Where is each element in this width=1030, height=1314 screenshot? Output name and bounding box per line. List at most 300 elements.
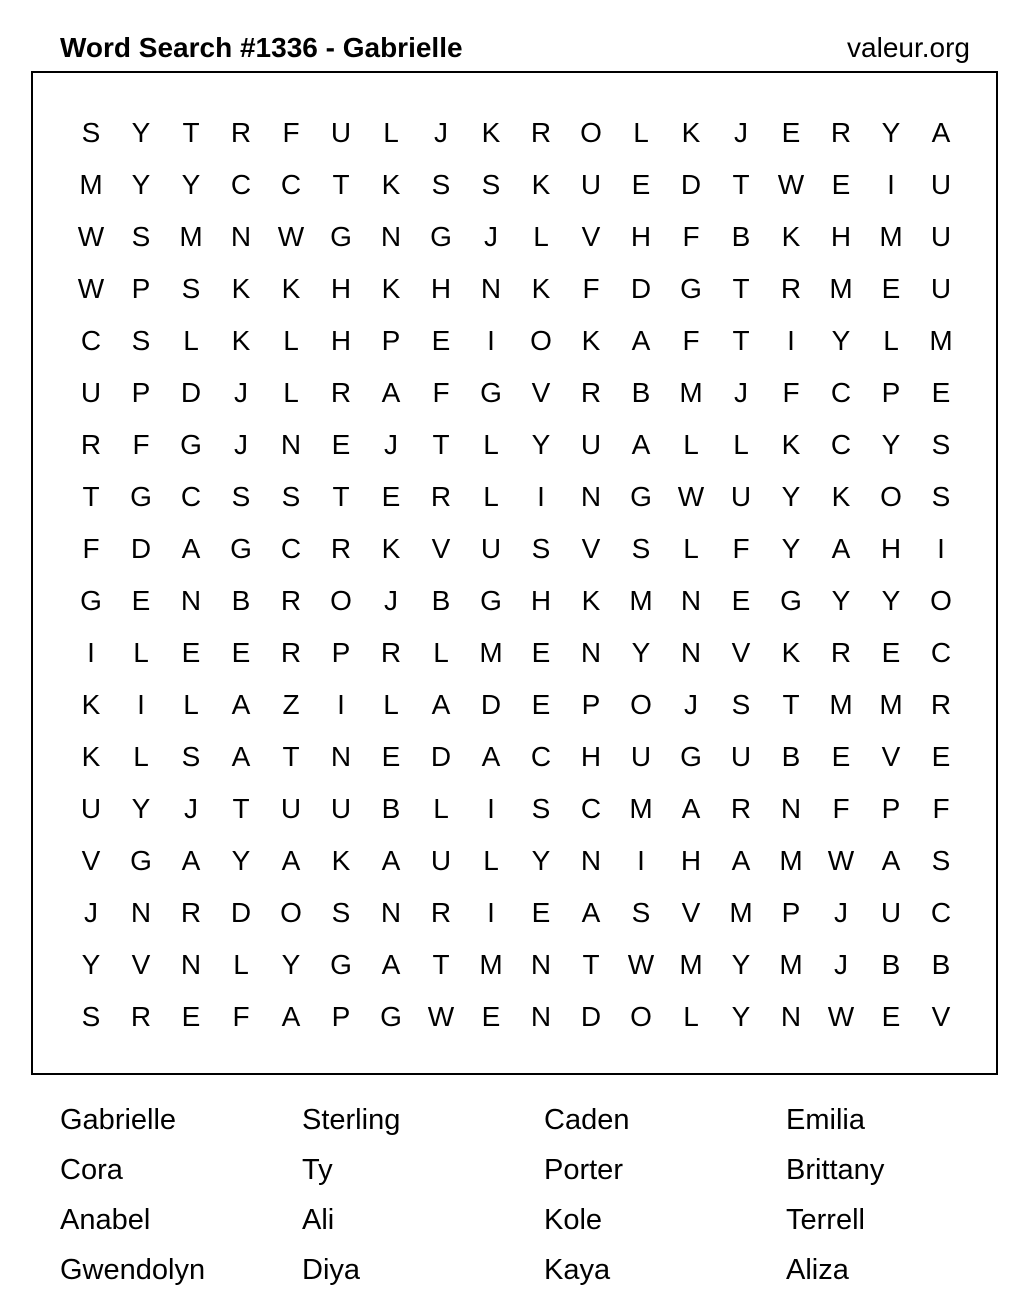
grid-cell[interactable]: K (831, 481, 851, 512)
grid-cell[interactable]: E (931, 741, 951, 772)
grid-cell[interactable]: Y (881, 117, 901, 148)
grid-cell[interactable]: U (930, 273, 952, 304)
grid-cell[interactable]: U (280, 793, 302, 824)
grid-cell[interactable]: N (780, 1001, 802, 1032)
grid-cell[interactable]: V (881, 741, 901, 772)
grid-cell[interactable]: Y (831, 585, 851, 616)
grid-cell[interactable]: P (781, 897, 801, 928)
grid-cell[interactable]: K (81, 741, 101, 772)
grid-cell[interactable]: T (732, 169, 750, 200)
grid-cell[interactable]: C (180, 481, 202, 512)
grid-cell[interactable]: B (381, 793, 401, 824)
grid-cell[interactable]: J (734, 117, 748, 148)
grid-cell[interactable]: F (682, 325, 700, 356)
grid-cell[interactable]: J (384, 429, 398, 460)
grid-cell[interactable]: L (233, 949, 249, 980)
grid-cell[interactable]: L (433, 637, 449, 668)
grid-cell[interactable]: G (180, 429, 202, 460)
grid-cell[interactable]: W (77, 221, 105, 252)
grid-cell[interactable]: R (930, 689, 952, 720)
grid-cell[interactable]: M (779, 949, 803, 980)
grid-cell[interactable]: E (781, 117, 801, 148)
grid-cell[interactable]: S (531, 793, 551, 824)
grid-cell[interactable]: A (381, 949, 401, 980)
grid-cell[interactable]: J (734, 377, 748, 408)
grid-cell[interactable]: R (130, 1001, 152, 1032)
grid-cell[interactable]: H (680, 845, 702, 876)
grid-cell[interactable]: P (131, 377, 151, 408)
grid-cell[interactable]: I (637, 845, 645, 876)
grid-cell[interactable]: U (580, 429, 602, 460)
grid-cell[interactable]: P (381, 325, 401, 356)
grid-cell[interactable]: N (480, 273, 502, 304)
grid-cell[interactable]: T (732, 273, 750, 304)
grid-cell[interactable]: M (679, 377, 703, 408)
grid-cell[interactable]: G (80, 585, 102, 616)
grid-cell[interactable]: N (780, 793, 802, 824)
grid-cell[interactable]: U (730, 741, 752, 772)
grid-cell[interactable]: J (684, 689, 698, 720)
grid-cell[interactable]: F (932, 793, 950, 824)
grid-cell[interactable]: G (130, 481, 152, 512)
grid-cell[interactable]: R (280, 637, 302, 668)
grid-cell[interactable]: A (181, 533, 201, 564)
grid-cell[interactable]: M (629, 585, 653, 616)
grid-cell[interactable]: P (881, 793, 901, 824)
grid-cell[interactable]: J (834, 949, 848, 980)
grid-cell[interactable]: L (433, 793, 449, 824)
grid-cell[interactable]: G (130, 845, 152, 876)
grid-cell[interactable]: A (231, 689, 251, 720)
grid-cell[interactable]: T (432, 949, 450, 980)
grid-cell[interactable]: V (731, 637, 751, 668)
grid-cell[interactable]: K (581, 325, 601, 356)
grid-cell[interactable]: S (231, 481, 251, 512)
grid-cell[interactable]: U (330, 793, 352, 824)
grid-cell[interactable]: N (230, 221, 252, 252)
grid-cell[interactable]: A (181, 845, 201, 876)
grid-cell[interactable]: O (630, 689, 652, 720)
grid-cell[interactable]: R (330, 533, 352, 564)
grid-cell[interactable]: I (537, 481, 545, 512)
grid-cell[interactable]: L (483, 429, 499, 460)
grid-cell[interactable]: S (181, 273, 201, 304)
grid-cell[interactable]: G (330, 949, 352, 980)
grid-cell[interactable]: J (234, 377, 248, 408)
grid-cell[interactable]: E (731, 585, 751, 616)
grid-cell[interactable]: Y (281, 949, 301, 980)
grid-cell[interactable]: C (830, 377, 852, 408)
grid-cell[interactable]: R (830, 117, 852, 148)
grid-cell[interactable]: A (281, 1001, 301, 1032)
grid-cell[interactable]: P (331, 1001, 351, 1032)
grid-cell[interactable]: Y (881, 429, 901, 460)
grid-cell[interactable]: L (283, 377, 299, 408)
grid-cell[interactable]: E (931, 377, 951, 408)
grid-cell[interactable]: V (131, 949, 151, 980)
grid-cell[interactable]: U (580, 169, 602, 200)
grid-cell[interactable]: S (631, 533, 651, 564)
grid-cell[interactable]: K (231, 325, 251, 356)
grid-cell[interactable]: K (81, 689, 101, 720)
grid-cell[interactable]: Y (781, 533, 801, 564)
grid-cell[interactable]: S (181, 741, 201, 772)
grid-cell[interactable]: I (487, 897, 495, 928)
grid-cell[interactable]: H (830, 221, 852, 252)
grid-cell[interactable]: L (483, 845, 499, 876)
grid-cell[interactable]: O (630, 1001, 652, 1032)
grid-cell[interactable]: R (430, 897, 452, 928)
grid-cell[interactable]: V (681, 897, 701, 928)
grid-cell[interactable]: G (780, 585, 802, 616)
grid-cell[interactable]: G (330, 221, 352, 252)
grid-cell[interactable]: L (683, 429, 699, 460)
grid-cell[interactable]: U (880, 897, 902, 928)
grid-cell[interactable]: A (481, 741, 501, 772)
grid-cell[interactable]: R (80, 429, 102, 460)
grid-cell[interactable]: S (131, 325, 151, 356)
grid-cell[interactable]: J (84, 897, 98, 928)
grid-cell[interactable]: N (680, 585, 702, 616)
grid-cell[interactable]: Y (731, 1001, 751, 1032)
grid-cell[interactable]: H (330, 325, 352, 356)
grid-cell[interactable]: K (531, 273, 551, 304)
grid-cell[interactable]: H (430, 273, 452, 304)
grid-cell[interactable]: S (431, 169, 451, 200)
grid-cell[interactable]: R (530, 117, 552, 148)
grid-cell[interactable]: M (479, 949, 503, 980)
grid-cell[interactable]: A (631, 325, 651, 356)
grid-cell[interactable]: F (132, 429, 150, 460)
grid-cell[interactable]: S (731, 689, 751, 720)
grid-cell[interactable]: L (683, 533, 699, 564)
grid-cell[interactable]: N (180, 585, 202, 616)
grid-cell[interactable]: G (630, 481, 652, 512)
grid-cell[interactable]: A (281, 845, 301, 876)
grid-cell[interactable]: J (484, 221, 498, 252)
grid-cell[interactable]: Y (731, 949, 751, 980)
grid-cell[interactable]: J (184, 793, 198, 824)
grid-cell[interactable]: W (677, 481, 705, 512)
grid-cell[interactable]: M (679, 949, 703, 980)
grid-cell[interactable]: L (883, 325, 899, 356)
grid-cell[interactable]: P (331, 637, 351, 668)
grid-cell[interactable]: E (881, 273, 901, 304)
grid-cell[interactable]: K (781, 221, 801, 252)
grid-cell[interactable]: D (430, 741, 452, 772)
grid-cell[interactable]: F (682, 221, 700, 252)
grid-cell[interactable]: V (581, 221, 601, 252)
grid-cell[interactable]: L (183, 325, 199, 356)
grid-cell[interactable]: S (81, 1001, 101, 1032)
grid-cell[interactable]: T (782, 689, 800, 720)
grid-cell[interactable]: U (80, 377, 102, 408)
grid-cell[interactable]: D (580, 1001, 602, 1032)
grid-cell[interactable]: A (631, 429, 651, 460)
grid-cell[interactable]: I (487, 325, 495, 356)
grid-cell[interactable]: J (434, 117, 448, 148)
grid-cell[interactable]: W (77, 273, 105, 304)
grid-cell[interactable]: Y (181, 169, 201, 200)
grid-cell[interactable]: Y (131, 117, 151, 148)
grid-cell[interactable]: E (631, 169, 651, 200)
grid-cell[interactable]: L (683, 1001, 699, 1032)
grid-cell[interactable]: T (732, 325, 750, 356)
grid-cell[interactable]: T (82, 481, 100, 512)
grid-cell[interactable]: T (282, 741, 300, 772)
grid-cell[interactable]: B (881, 949, 901, 980)
grid-cell[interactable]: N (130, 897, 152, 928)
grid-cell[interactable]: M (829, 273, 853, 304)
grid-cell[interactable]: F (732, 533, 750, 564)
grid-cell[interactable]: H (880, 533, 902, 564)
grid-cell[interactable]: W (627, 949, 655, 980)
grid-cell[interactable]: G (430, 221, 452, 252)
grid-cell[interactable]: C (830, 429, 852, 460)
grid-cell[interactable]: U (330, 117, 352, 148)
grid-cell[interactable]: A (381, 377, 401, 408)
grid-cell[interactable]: A (431, 689, 451, 720)
grid-cell[interactable]: K (231, 273, 251, 304)
grid-cell[interactable]: L (733, 429, 749, 460)
grid-cell[interactable]: P (881, 377, 901, 408)
grid-cell[interactable]: T (332, 481, 350, 512)
grid-cell[interactable]: K (281, 273, 301, 304)
grid-cell[interactable]: Y (231, 845, 251, 876)
grid-cell[interactable]: A (231, 741, 251, 772)
grid-cell[interactable]: Y (531, 845, 551, 876)
grid-cell[interactable]: E (481, 1001, 501, 1032)
grid-cell[interactable]: V (931, 1001, 951, 1032)
grid-cell[interactable]: C (580, 793, 602, 824)
grid-cell[interactable]: R (580, 377, 602, 408)
grid-cell[interactable]: F (432, 377, 450, 408)
grid-cell[interactable]: M (479, 637, 503, 668)
grid-cell[interactable]: S (481, 169, 501, 200)
grid-cell[interactable]: R (830, 637, 852, 668)
grid-cell[interactable]: F (782, 377, 800, 408)
grid-cell[interactable]: W (827, 1001, 855, 1032)
grid-cell[interactable]: U (430, 845, 452, 876)
grid-cell[interactable]: B (731, 221, 751, 252)
grid-cell[interactable]: V (581, 533, 601, 564)
grid-cell[interactable]: E (431, 325, 451, 356)
grid-cell[interactable]: W (427, 1001, 455, 1032)
grid-cell[interactable]: T (432, 429, 450, 460)
grid-cell[interactable]: Z (282, 689, 300, 720)
grid-cell[interactable]: H (330, 273, 352, 304)
grid-cell[interactable]: U (480, 533, 502, 564)
grid-cell[interactable]: V (531, 377, 551, 408)
grid-cell[interactable]: H (530, 585, 552, 616)
grid-cell[interactable]: G (230, 533, 252, 564)
grid-cell[interactable]: R (330, 377, 352, 408)
grid-cell[interactable]: G (680, 741, 702, 772)
grid-cell[interactable]: G (480, 585, 502, 616)
grid-cell[interactable]: C (230, 169, 252, 200)
grid-cell[interactable]: S (281, 481, 301, 512)
grid-cell[interactable]: A (931, 117, 951, 148)
grid-cell[interactable]: L (383, 689, 399, 720)
grid-cell[interactable]: B (781, 741, 801, 772)
grid-cell[interactable]: E (531, 637, 551, 668)
grid-cell[interactable]: E (881, 1001, 901, 1032)
grid-cell[interactable]: N (380, 221, 402, 252)
grid-cell[interactable]: O (280, 897, 302, 928)
grid-cell[interactable]: L (483, 481, 499, 512)
grid-cell[interactable]: B (431, 585, 451, 616)
grid-cell[interactable]: M (179, 221, 203, 252)
grid-cell[interactable]: R (230, 117, 252, 148)
grid-cell[interactable]: S (931, 481, 951, 512)
grid-cell[interactable]: K (381, 169, 401, 200)
grid-cell[interactable]: M (779, 845, 803, 876)
grid-cell[interactable]: C (80, 325, 102, 356)
grid-cell[interactable]: E (381, 741, 401, 772)
grid-cell[interactable]: K (781, 429, 801, 460)
grid-cell[interactable]: M (79, 169, 103, 200)
grid-cell[interactable]: I (337, 689, 345, 720)
grid-cell[interactable]: F (582, 273, 600, 304)
grid-cell[interactable]: C (280, 533, 302, 564)
grid-cell[interactable]: N (580, 481, 602, 512)
grid-cell[interactable]: N (580, 637, 602, 668)
grid-cell[interactable]: K (531, 169, 551, 200)
grid-cell[interactable]: T (332, 169, 350, 200)
grid-cell[interactable]: I (937, 533, 945, 564)
grid-cell[interactable]: N (530, 949, 552, 980)
grid-cell[interactable]: U (930, 221, 952, 252)
grid-cell[interactable]: Y (631, 637, 651, 668)
grid-cell[interactable]: T (182, 117, 200, 148)
grid-cell[interactable]: R (780, 273, 802, 304)
grid-cell[interactable]: Y (131, 793, 151, 824)
grid-cell[interactable]: P (131, 273, 151, 304)
grid-cell[interactable]: E (381, 481, 401, 512)
grid-cell[interactable]: A (681, 793, 701, 824)
grid-cell[interactable]: R (730, 793, 752, 824)
grid-cell[interactable]: N (680, 637, 702, 668)
grid-cell[interactable]: M (729, 897, 753, 928)
grid-cell[interactable]: A (581, 897, 601, 928)
grid-cell[interactable]: Y (531, 429, 551, 460)
grid-cell[interactable]: F (232, 1001, 250, 1032)
grid-cell[interactable]: R (280, 585, 302, 616)
grid-cell[interactable]: C (530, 741, 552, 772)
grid-cell[interactable]: E (131, 585, 151, 616)
grid-cell[interactable]: C (280, 169, 302, 200)
grid-cell[interactable]: N (180, 949, 202, 980)
grid-cell[interactable]: T (582, 949, 600, 980)
grid-cell[interactable]: O (880, 481, 902, 512)
grid-cell[interactable]: L (633, 117, 649, 148)
grid-cell[interactable]: G (380, 1001, 402, 1032)
grid-cell[interactable]: G (680, 273, 702, 304)
grid-cell[interactable]: S (81, 117, 101, 148)
grid-cell[interactable]: L (133, 741, 149, 772)
grid-cell[interactable]: H (630, 221, 652, 252)
grid-cell[interactable]: H (580, 741, 602, 772)
grid-cell[interactable]: I (487, 793, 495, 824)
grid-cell[interactable]: R (380, 637, 402, 668)
grid-cell[interactable]: M (879, 221, 903, 252)
grid-cell[interactable]: B (631, 377, 651, 408)
grid-cell[interactable]: E (831, 169, 851, 200)
grid-cell[interactable]: L (383, 117, 399, 148)
grid-cell[interactable]: D (480, 689, 502, 720)
grid-cell[interactable]: N (280, 429, 302, 460)
grid-cell[interactable]: O (330, 585, 352, 616)
grid-cell[interactable]: F (82, 533, 100, 564)
grid-cell[interactable]: W (827, 845, 855, 876)
grid-cell[interactable]: Y (81, 949, 101, 980)
grid-cell[interactable]: O (930, 585, 952, 616)
grid-cell[interactable]: S (331, 897, 351, 928)
grid-cell[interactable]: J (384, 585, 398, 616)
grid-cell[interactable]: O (530, 325, 552, 356)
grid-cell[interactable]: B (231, 585, 251, 616)
grid-cell[interactable]: A (881, 845, 901, 876)
grid-cell[interactable]: E (331, 429, 351, 460)
grid-cell[interactable]: P (581, 689, 601, 720)
grid-cell[interactable]: C (930, 637, 952, 668)
grid-cell[interactable]: D (180, 377, 202, 408)
grid-cell[interactable]: J (234, 429, 248, 460)
grid-cell[interactable]: U (930, 169, 952, 200)
grid-cell[interactable]: A (831, 533, 851, 564)
grid-cell[interactable]: E (531, 897, 551, 928)
grid-cell[interactable]: R (430, 481, 452, 512)
grid-cell[interactable]: D (630, 273, 652, 304)
grid-cell[interactable]: K (681, 117, 701, 148)
grid-cell[interactable]: M (929, 325, 953, 356)
grid-cell[interactable]: D (130, 533, 152, 564)
grid-cell[interactable]: W (777, 169, 805, 200)
grid-cell[interactable]: S (631, 897, 651, 928)
grid-cell[interactable]: E (181, 1001, 201, 1032)
grid-cell[interactable]: J (834, 897, 848, 928)
grid-cell[interactable]: I (787, 325, 795, 356)
grid-cell[interactable]: N (330, 741, 352, 772)
grid-cell[interactable]: S (531, 533, 551, 564)
grid-cell[interactable]: Y (131, 169, 151, 200)
grid-cell[interactable]: B (931, 949, 951, 980)
grid-cell[interactable]: G (480, 377, 502, 408)
grid-cell[interactable]: K (581, 585, 601, 616)
grid-cell[interactable]: I (137, 689, 145, 720)
grid-cell[interactable]: L (283, 325, 299, 356)
grid-cell[interactable]: I (887, 169, 895, 200)
grid-cell[interactable]: A (381, 845, 401, 876)
grid-cell[interactable]: A (731, 845, 751, 876)
grid-cell[interactable]: D (680, 169, 702, 200)
grid-cell[interactable]: U (730, 481, 752, 512)
grid-cell[interactable]: L (183, 689, 199, 720)
grid-cell[interactable]: K (781, 637, 801, 668)
grid-cell[interactable]: L (133, 637, 149, 668)
grid-cell[interactable]: O (580, 117, 602, 148)
grid-cell[interactable]: K (331, 845, 351, 876)
grid-cell[interactable]: K (381, 273, 401, 304)
grid-cell[interactable]: F (282, 117, 300, 148)
grid-cell[interactable]: M (629, 793, 653, 824)
grid-cell[interactable]: Y (781, 481, 801, 512)
grid-cell[interactable]: K (381, 533, 401, 564)
grid-cell[interactable]: K (481, 117, 501, 148)
grid-cell[interactable]: S (931, 429, 951, 460)
grid-cell[interactable]: E (231, 637, 251, 668)
grid-cell[interactable]: C (930, 897, 952, 928)
